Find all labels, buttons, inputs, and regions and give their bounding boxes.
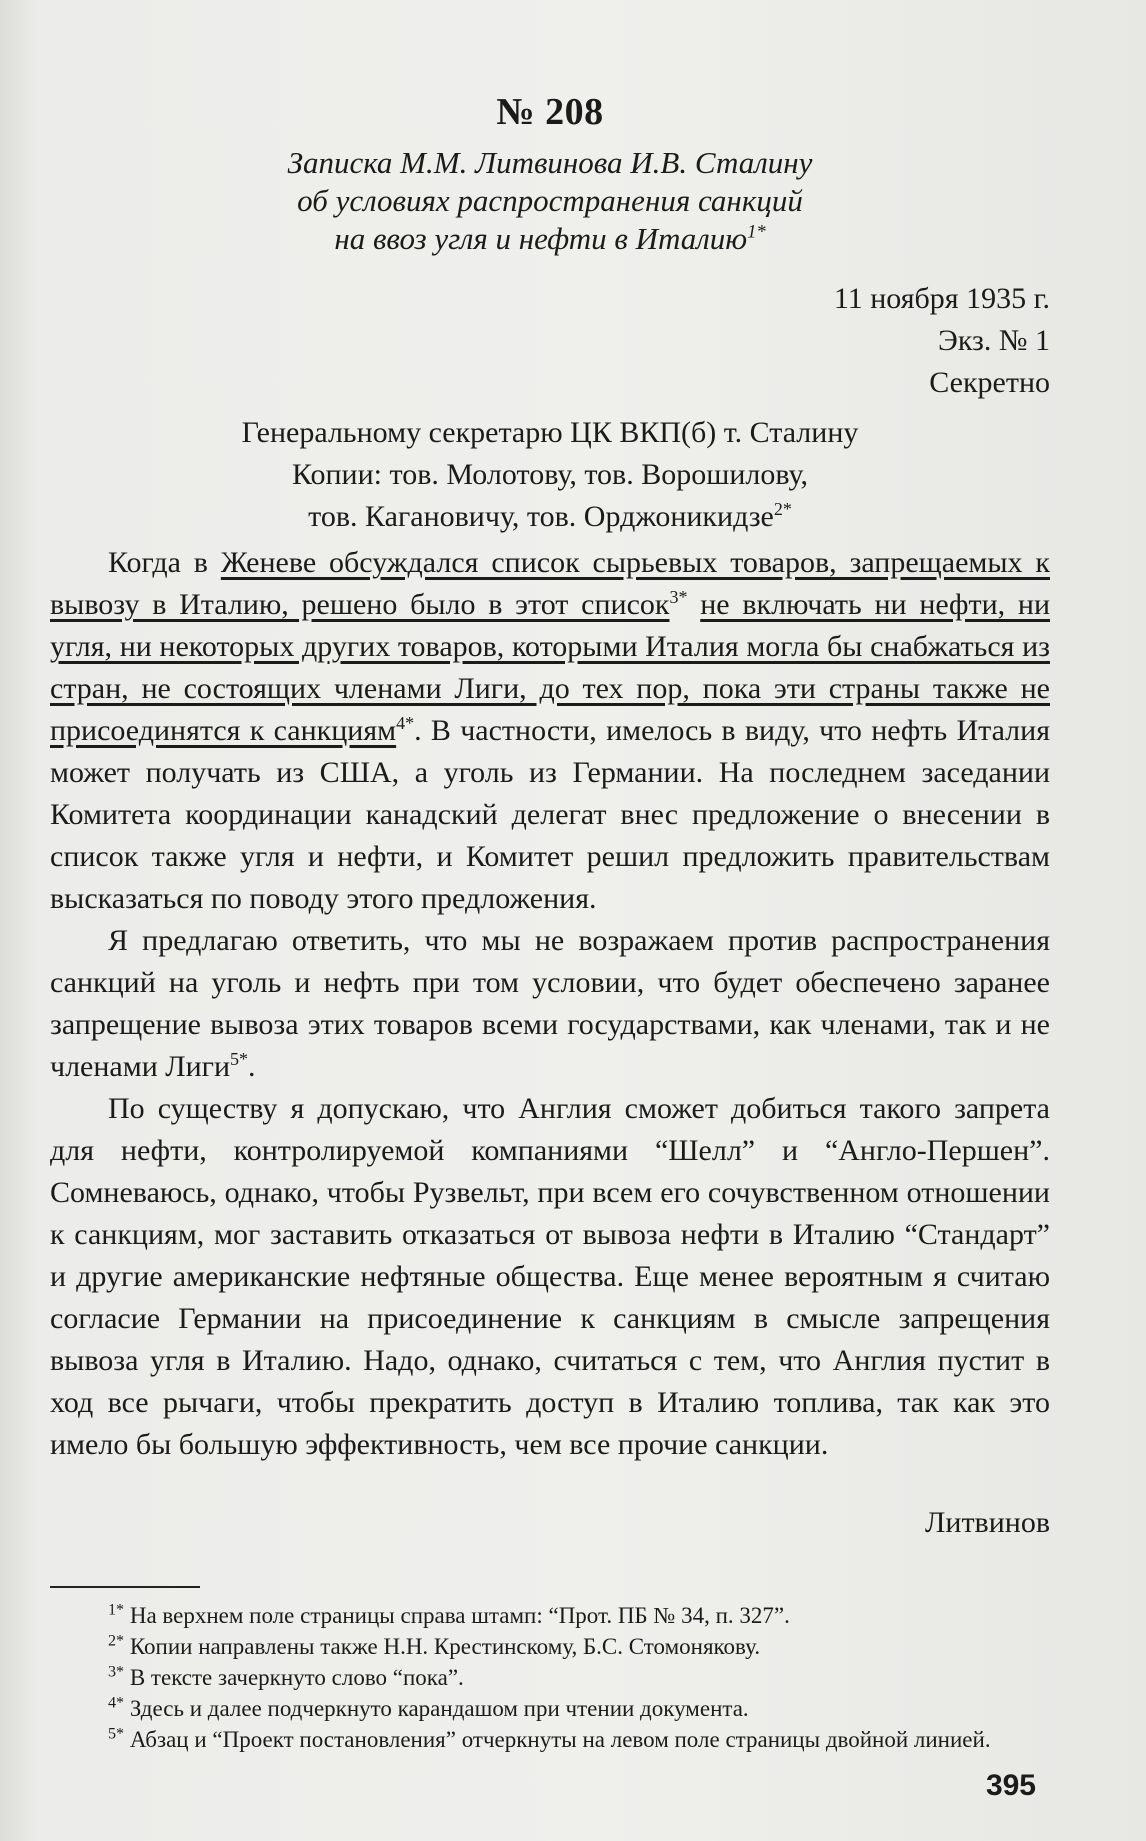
footnote-1	[50, 1600, 1050, 1631]
body-paragraph-3: По существу я допускаю, что Англия сможет добиться такого запрета для нефти, контролируемой компаниями “Шелл” и “Англо-Першен”. Сомневаюсь, однако, чтобы Рузвельт, при всем его сочувственном отношении к санкциям, мог заставить отказаться от вывоза нефти в Италию “Стандарт” и другие американские нефтяные общества. Еще менее вероятным я считаю согласие Германии на присоединение к санкциям в смысле запрещения вывоза угля в Италию. Надо, однако, считаться с тем, что Англия пустит в ход все рычаги, чтобы прекратить доступ в Италию топлива, так как это имело бы большую эффективность, чем все прочие санкции.	[50, 1092, 1050, 1461]
footnote-1-text: На верхнем поле страницы справа штамп: “Прот. ПБ № 34, п. 327”.	[129, 1603, 790, 1628]
addressee-block	[50, 412, 1050, 538]
addressee-copies-line-2	[50, 496, 1050, 538]
p1-underlined-2: не включать ни нефти, ни угля, ни некоторых других товаров, которыми Италия могла бы снабжаться из стран, не состоящих членами Лиги, до тех пор, пока эти страны также не присоединятся к санкциям	[50, 588, 1051, 747]
document-number: № 208	[496, 91, 604, 133]
page-content	[50, 90, 1050, 1755]
p1-rest: . В частности, имелось в виду, что нефть Италия может получать из США, а уголь из Германии. На последнем заседании Комитета координации канадский делегат внес предложение о внесении в список также угля и нефти, и Комитет решил предложить правительствам высказаться по поводу этого предложения.	[50, 714, 1050, 915]
addressee-footnote-mark: 2*	[773, 499, 792, 519]
addressee-copies-line-2-text: тов. Кагановичу, тов. Орджоникидзе	[308, 500, 774, 533]
footnote-divider	[50, 1586, 200, 1588]
body-paragraph-2	[50, 920, 1050, 1088]
footnote-4-mark: 4*	[108, 1694, 125, 1712]
p1-footnote-mark-4: 4*	[396, 713, 415, 733]
footnote-1-mark: 1*	[108, 1601, 125, 1619]
footnote-2-text: Копии направлены также Н.Н. Крестинскому, Б.С. Стомонякову.	[129, 1634, 761, 1659]
footnote-2	[50, 1631, 1050, 1662]
document-title	[50, 144, 1050, 258]
footnote-4-text: Здесь и далее подчеркнуто карандашом при чтении документа.	[129, 1696, 749, 1721]
title-line-3-text: на ввоз угля и нефти в Италию	[334, 221, 748, 256]
addressee-copies-line-1: Копии: тов. Молотову, тов. Ворошилову,	[291, 458, 808, 491]
p1-start: Когда в	[108, 546, 221, 579]
p1-space	[687, 588, 700, 621]
copy-number: Экз. № 1	[938, 324, 1050, 357]
p2-footnote-mark: 5*	[230, 1049, 249, 1069]
secrecy-label: Секретно	[929, 366, 1050, 399]
footnote-3-mark: 3*	[108, 1663, 125, 1681]
p2-text: Я предлагаю ответить, что мы не возражаем против распространения санкций на уголь и нефть при том условии, что будет обеспечено заранее запрещение вывоза этих товаров всеми государствами, как членами, так и не членами Лиги	[50, 924, 1050, 1083]
title-line-3	[50, 220, 1050, 258]
body-paragraph-1	[50, 542, 1050, 920]
p2-end: .	[248, 1050, 256, 1083]
footnote-3-text: В тексте зачеркнуто слово “пока”.	[129, 1665, 464, 1690]
title-footnote-mark: 1*	[747, 221, 766, 243]
page-number: 395	[985, 1769, 1036, 1802]
footnote-2-mark: 2*	[108, 1632, 125, 1650]
p1-underlined-1: Женеве обсуждался список сырьевых товаров, запрещаемых к вывозу в Италию, решено было в этот список	[50, 546, 1050, 621]
signature: Литвинов	[925, 1506, 1050, 1539]
footnote-5	[50, 1724, 1050, 1755]
title-line-1: Записка М.М. Литвинова И.В. Сталину	[287, 145, 813, 180]
footnote-4	[50, 1693, 1050, 1724]
addressee-to: Генеральному секретарю ЦК ВКП(б) т. Сталину	[241, 416, 859, 449]
footnotes	[50, 1600, 1050, 1755]
document-meta	[50, 278, 1050, 404]
document-date: 11 ноября 1935 г.	[833, 282, 1050, 315]
p1-footnote-mark-3: 3*	[669, 587, 688, 607]
footnote-5-mark: 5*	[108, 1725, 125, 1743]
title-line-2: об условиях распространения санкций	[297, 183, 803, 218]
document-body	[50, 542, 1050, 1466]
footnote-3	[50, 1662, 1050, 1693]
footnote-5-text: Абзац и “Проект постановления” отчеркнуты на левом поле страницы двойной линией.	[129, 1727, 991, 1752]
